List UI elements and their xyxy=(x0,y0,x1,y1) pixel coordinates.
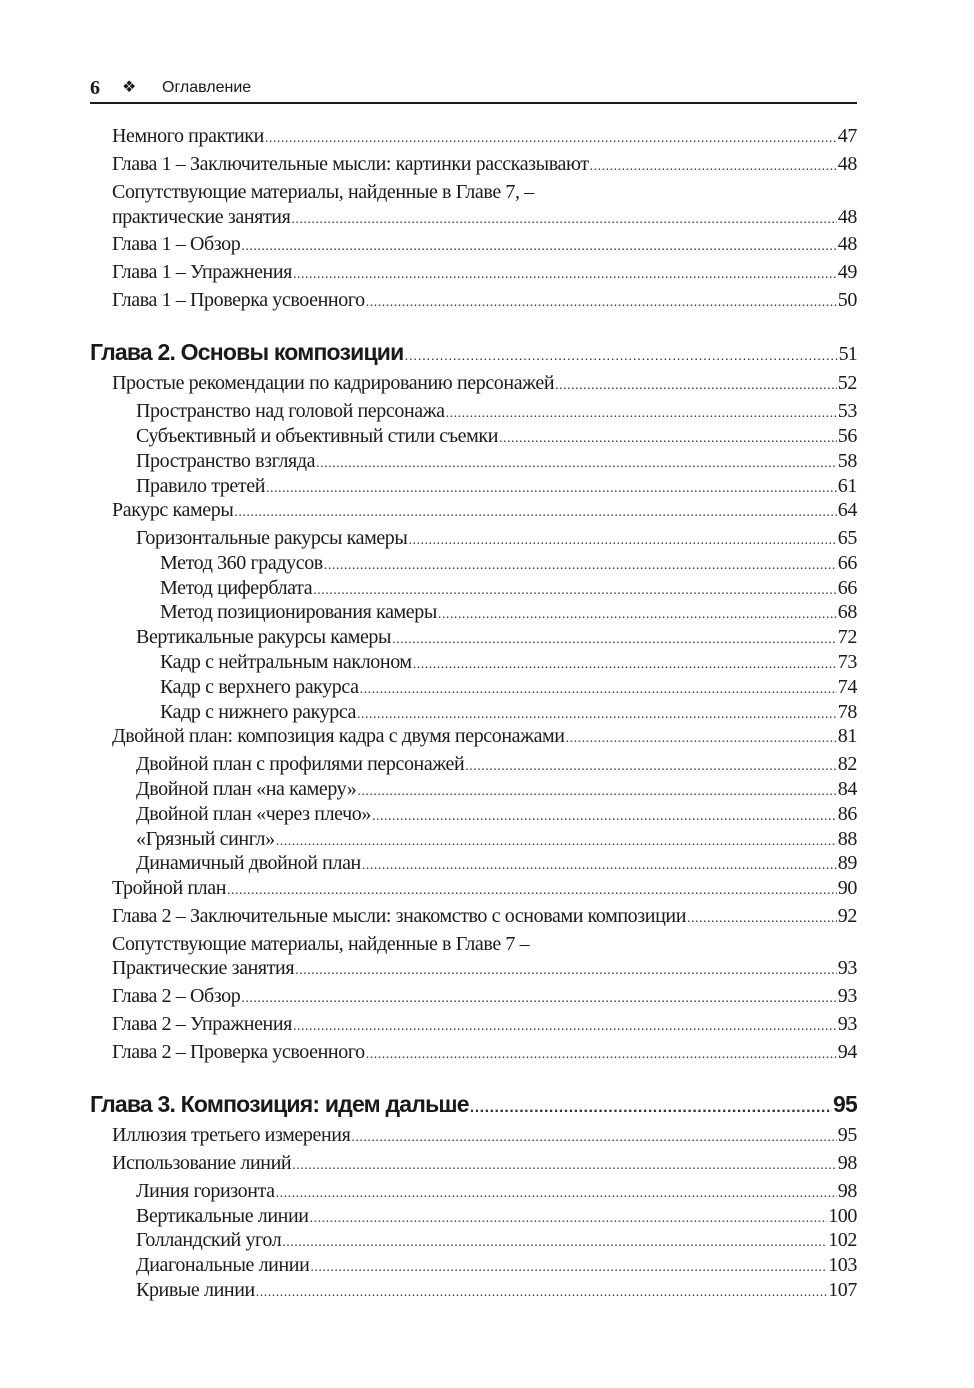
toc-entry[interactable]: Правило третей ..... 61 xyxy=(90,474,857,501)
toc-entry[interactable]: Глава 2 – Упражнения ..... 93 xyxy=(90,1012,857,1039)
page-ref: 65 xyxy=(837,527,857,549)
dot-leader xyxy=(293,1015,837,1039)
page-ref: 90 xyxy=(837,877,857,899)
dot-leader xyxy=(241,987,836,1011)
toc-entry[interactable]: Ракурс камеры ..... 64 xyxy=(90,498,857,525)
dot-leader xyxy=(366,291,837,315)
toc-entry[interactable]: Динамичный двойной план ..... 89 xyxy=(90,851,857,878)
dot-leader xyxy=(360,678,837,702)
page-ref: 107 xyxy=(828,1279,857,1301)
page-ref: 66 xyxy=(837,577,857,599)
page-ref: 78 xyxy=(837,701,857,723)
toc-entry[interactable]: Глава 1 – Проверка усвоенного ..... 50 xyxy=(90,288,857,315)
toc-entry[interactable]: Практические занятия ..... 93 xyxy=(90,956,857,983)
page-ref: 98 xyxy=(837,1180,857,1202)
toc-entry[interactable]: Простые рекомендации по кадрированию персонажей ..... 52 xyxy=(90,371,857,398)
page-ref: 84 xyxy=(837,778,857,800)
page-ref: 93 xyxy=(837,1013,857,1035)
toc-entry[interactable]: Кадр с нейтральным наклоном ..... 73 xyxy=(90,650,857,677)
toc-entry[interactable]: Метод позиционирования камеры ..... 68 xyxy=(90,600,857,627)
toc-entry[interactable]: Диагональные линии ..... 103 xyxy=(90,1253,857,1280)
toc-entry[interactable]: практические занятия ..... 48 xyxy=(90,205,857,232)
page-ref: 64 xyxy=(837,499,857,521)
page-ref: 58 xyxy=(837,450,857,472)
toc-entry[interactable]: Метод 360 градусов ..... 66 xyxy=(90,551,857,578)
page-ref: 94 xyxy=(837,1041,857,1063)
toc-entry[interactable]: Глава 2 – Заключительные мысли: знакомство с основами композиции ..... 92 xyxy=(90,904,857,931)
toc-entry[interactable]: Глава 1 – Обзор ..... 48 xyxy=(90,232,857,259)
page-ref: 95 xyxy=(833,1091,857,1117)
page-ref: 86 xyxy=(837,803,857,825)
dot-leader xyxy=(292,1154,837,1178)
page-ref: 92 xyxy=(837,905,857,927)
dot-leader xyxy=(293,263,837,287)
page-ref: 81 xyxy=(837,725,857,747)
page-ref: 61 xyxy=(837,475,857,497)
toc-entry-line1[interactable]: Сопутствующие материалы, найденные в Главе 7 – xyxy=(112,933,530,955)
dot-leader xyxy=(234,501,836,525)
page-ref: 95 xyxy=(837,1124,857,1146)
dot-leader xyxy=(351,1126,836,1150)
page-ref: 56 xyxy=(837,425,857,447)
dot-leader xyxy=(590,155,837,179)
toc-entry[interactable]: Двойной план «через плечо» ..... 86 xyxy=(90,802,857,829)
dot-leader xyxy=(687,907,837,931)
chapter-heading[interactable]: Глава 2. Основы композиции ..... 51 xyxy=(90,338,857,369)
dot-leader xyxy=(555,374,837,398)
page-ref: 102 xyxy=(828,1229,857,1251)
toc-entry[interactable]: Пространство над головой персонажа ..... 53 xyxy=(90,399,857,426)
dot-leader xyxy=(324,554,837,578)
page-ref: 89 xyxy=(837,852,857,874)
toc-entry[interactable]: Линия горизонта ..... 98 xyxy=(90,1179,857,1206)
page-ref: 53 xyxy=(837,400,857,422)
dot-leader xyxy=(499,427,837,451)
toc-entry[interactable]: «Грязный сингл» ..... 88 xyxy=(90,827,857,854)
dot-leader xyxy=(256,1281,827,1305)
dot-leader xyxy=(446,402,837,426)
toc-entry[interactable]: Горизонтальные ракурсы камеры ..... 65 xyxy=(90,526,857,553)
dot-leader xyxy=(291,208,836,232)
page-ref: 100 xyxy=(828,1205,857,1227)
toc-entry[interactable]: Глава 2 – Проверка усвоенного ..... 94 xyxy=(90,1040,857,1067)
dot-leader xyxy=(566,727,837,751)
toc-entry[interactable]: Двойной план с профилями персонажей ..... 82 xyxy=(90,752,857,779)
header-title: Оглавление xyxy=(162,79,252,96)
page-ref: 98 xyxy=(837,1152,857,1174)
toc-entry[interactable]: Двойной план: композиция кадра с двумя персонажами ..... 81 xyxy=(90,724,857,751)
toc-entry[interactable]: Тройной план ..... 90 xyxy=(90,876,857,903)
dot-leader xyxy=(362,854,837,878)
dot-leader xyxy=(295,959,837,983)
chapter-heading[interactable]: Глава 3. Композиция: идем дальше ..... 95 xyxy=(90,1090,857,1122)
toc-entry-line1[interactable]: Сопутствующие материалы, найденные в Главе 7, – xyxy=(112,181,534,203)
dot-leader xyxy=(366,1043,837,1067)
toc-entry[interactable]: Метод циферблата ..... 66 xyxy=(90,576,857,603)
toc-entry[interactable]: Кривые линии ..... 107 xyxy=(90,1278,857,1305)
dot-leader xyxy=(392,628,837,652)
dot-leader xyxy=(241,235,836,259)
page-ref: 50 xyxy=(837,289,857,311)
page-ref: 74 xyxy=(837,676,857,698)
page-number: 6 xyxy=(90,77,100,99)
toc-entry[interactable]: Немного практики ..... 47 xyxy=(90,124,857,151)
toc-entry[interactable]: Кадр с верхнего ракурса ..... 74 xyxy=(90,675,857,702)
toc-entry[interactable]: Использование линий ..... 98 xyxy=(90,1151,857,1178)
page-ref: 49 xyxy=(837,261,857,283)
dot-leader xyxy=(276,1182,837,1206)
running-header xyxy=(90,76,857,104)
page-ref: 48 xyxy=(837,233,857,255)
dot-leader xyxy=(408,529,836,553)
dot-leader xyxy=(470,1094,832,1122)
dot-leader xyxy=(465,755,837,779)
toc-entry[interactable]: Вертикальные линии ..... 100 xyxy=(90,1204,857,1231)
page-ref: 66 xyxy=(837,552,857,574)
page-ref: 68 xyxy=(837,601,857,623)
toc-entry[interactable]: Иллюзия третьего измерения ..... 95 xyxy=(90,1123,857,1150)
dot-leader xyxy=(372,805,837,829)
toc-entry[interactable]: Вертикальные ракурсы камеры ..... 72 xyxy=(90,625,857,652)
dot-leader xyxy=(316,452,837,476)
toc-entry[interactable]: Глава 1 – Заключительные мысли: картинки рассказывают ..... 48 xyxy=(90,152,857,179)
toc-entry[interactable]: Пространство взгляда ..... 58 xyxy=(90,449,857,476)
page-ref: 88 xyxy=(837,828,857,850)
toc-entry[interactable]: Глава 2 – Обзор ..... 93 xyxy=(90,984,857,1011)
dot-leader xyxy=(282,1231,827,1255)
dot-leader xyxy=(227,879,837,903)
toc-entry[interactable]: Кадр с нижнего ракурса ..... 78 xyxy=(90,700,857,727)
dot-leader xyxy=(404,341,837,369)
page-ref: 73 xyxy=(837,651,857,673)
dot-leader xyxy=(438,603,837,627)
dot-leader xyxy=(413,653,837,677)
ornament-icon: ❖ xyxy=(122,77,137,96)
toc-entry[interactable]: Голландский угол ..... 102 xyxy=(90,1228,857,1255)
toc-entry[interactable]: Субъективный и объективный стили съемки ..... 56 xyxy=(90,424,857,451)
toc-entry[interactable]: Двойной план «на камеру» ..... 84 xyxy=(90,777,857,804)
toc-entry[interactable]: Глава 1 – Упражнения ..... 49 xyxy=(90,260,857,287)
dot-leader xyxy=(265,127,837,151)
page-ref: 48 xyxy=(837,153,857,175)
page-ref: 93 xyxy=(837,985,857,1007)
page-ref: 82 xyxy=(837,753,857,775)
page-ref: 52 xyxy=(837,372,857,394)
page-ref: 51 xyxy=(838,343,857,365)
dot-leader xyxy=(357,780,836,804)
page-ref: 93 xyxy=(837,957,857,979)
page-ref: 72 xyxy=(837,626,857,648)
page-ref: 103 xyxy=(828,1254,857,1276)
page-ref: 48 xyxy=(837,206,857,228)
dot-leader xyxy=(310,1256,827,1280)
page-ref: 47 xyxy=(837,125,857,147)
